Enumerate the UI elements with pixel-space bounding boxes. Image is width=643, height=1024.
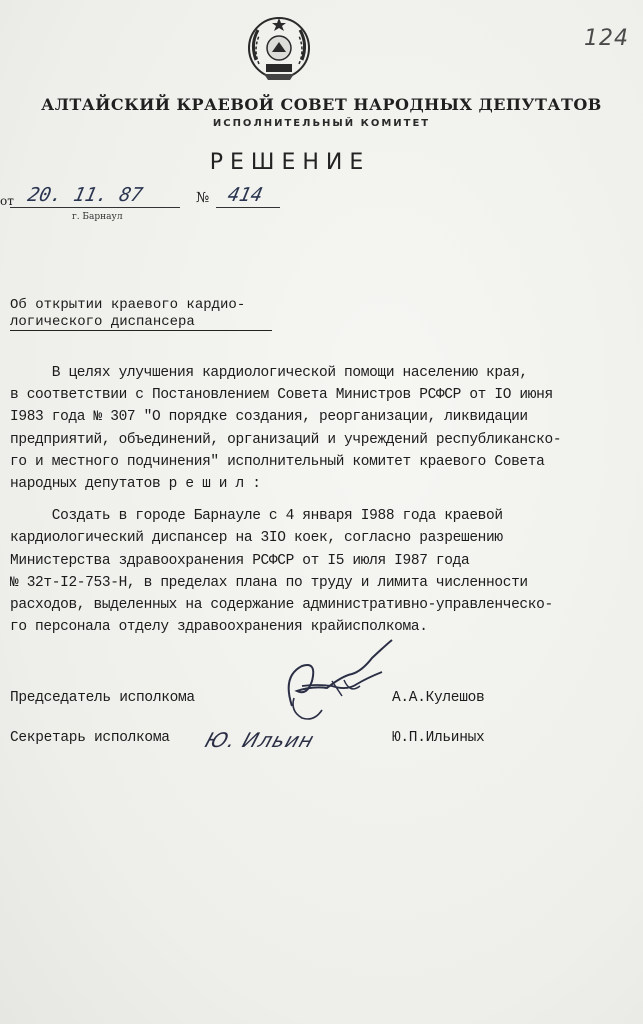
subject-block	[10, 297, 245, 331]
decision-date: 20. 11. 87	[25, 184, 145, 206]
secretary-signature: Ю. Ильин	[202, 728, 318, 752]
body-line: расходов, выделенных на содержание административно-управленческо-	[10, 597, 553, 614]
secretary-title: Секретарь исполкома	[10, 730, 170, 746]
secretary-name: Ю.П.Ильиных	[392, 730, 485, 746]
chairman-name: А.А.Кулешов	[392, 690, 485, 706]
number-underline	[216, 207, 280, 208]
decision-number: 414	[225, 184, 265, 206]
body-line: го и местного подчинения" исполнительный комитет краевого Совета	[10, 453, 545, 470]
body-line: В целях улучшения кардиологической помощи населению края,	[10, 365, 528, 381]
decision-body	[10, 362, 638, 638]
city-label: г. Барнаул	[72, 212, 123, 222]
body-line: I983 года № 307 "О порядке создания, реорганизации, ликвидации	[10, 409, 528, 426]
committee-subheading: ИСПОЛНИТЕЛЬНЫЙ КОМИТЕТ	[212, 118, 431, 129]
page-number: 124	[584, 26, 629, 51]
body-line: народных депутатов р е ш и л :	[10, 476, 261, 493]
body-line: № 32т-I2-753-Н, в пределах плана по труду и лимита численности	[10, 574, 528, 591]
council-heading: АЛТАЙСКИЙ КРАЕВОЙ СОВЕТ НАРОДНЫХ ДЕПУТАТОВ	[41, 95, 602, 114]
body-line: предприятий, объединений, организаций и учреждений республиканско-	[10, 431, 562, 448]
body-line: Министерства здравоохранения РСФСР от I5 июля I987 года	[10, 552, 470, 569]
date-prefix: от	[0, 194, 14, 208]
state-emblem-icon	[244, 12, 314, 84]
chairman-signature-icon	[272, 636, 402, 726]
body-line: кардиологический диспансер на 3IO коек, согласно разрешению	[10, 530, 503, 547]
body-line: го персонала отделу здравоохранения крайисполкома.	[10, 619, 428, 636]
chairman-title: Председатель исполкома	[10, 690, 195, 706]
subject-line-1: Об открытии краевого кардио-	[10, 297, 246, 313]
body-line: в соответствии с Постановлением Совета Министров РСФСР от IO июня	[10, 387, 553, 404]
date-underline	[10, 207, 180, 208]
document-title: РЕШЕНИЕ	[209, 150, 371, 175]
body-line: Создать в городе Барнауле с 4 января I988 года краевой	[10, 508, 503, 525]
subject-line-2: логического диспансера	[10, 314, 195, 330]
number-label: №	[196, 190, 210, 206]
subject-underline	[10, 330, 272, 331]
